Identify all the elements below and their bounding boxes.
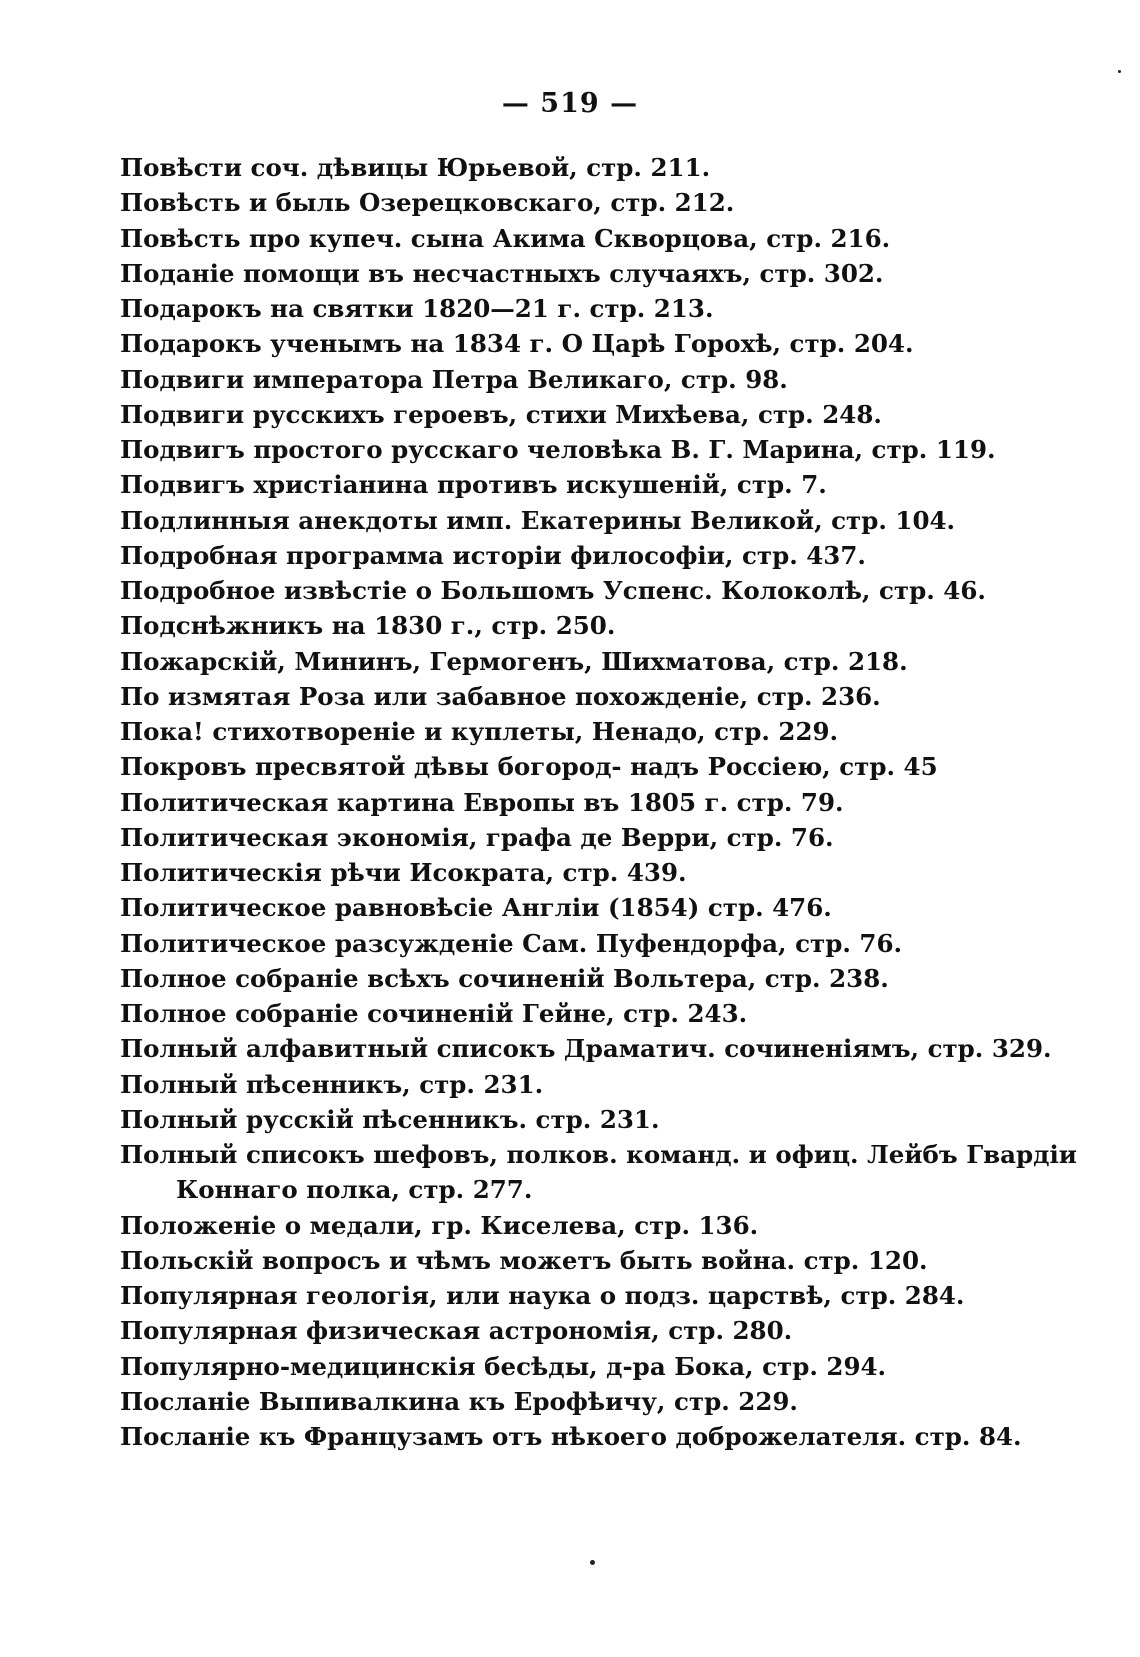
index-entry: Политическое равновѣсіе Англіи (1854) стр. 476. — [120, 893, 832, 923]
index-entry: Популярная геологія, или наука о подз. царствѣ, стр. 284. — [120, 1281, 965, 1310]
index-entry: Поданіе помощи въ несчастныхъ случаяхъ, стр. 302. — [120, 258, 884, 288]
index-entry: Покровъ пресвятой дѣвы богород- надъ Россіею, стр. 45 — [120, 752, 938, 782]
index-entry: Подарокъ ученымъ на 1834 г. О Царѣ Горохѣ, стр. 204. — [120, 329, 914, 359]
index-entry: Политическія рѣчи Исократа, стр. 439. — [120, 858, 687, 887]
index-entry: Подробная программа исторіи философіи, стр. 437. — [120, 540, 866, 570]
index-entry: Политическая экономія, графа де Верри, стр. 76. — [120, 822, 834, 852]
index-entry: Подснѣжникъ на 1830 г., стр. 250. — [120, 611, 616, 641]
index-entry: Посланіе къ Французамъ отъ нѣкоего доброжелателя. стр. 84. — [120, 1422, 1022, 1451]
ink-speck — [590, 1560, 595, 1565]
index-entry: Подвигъ простого русскаго человѣка В. Г. Марина, стр. 119. — [120, 435, 996, 464]
index-entry: Полное собраніе всѣхъ сочиненій Вольтера, стр. 238. — [120, 963, 889, 993]
index-entry: Полный алфавитный списокъ Драматич. сочиненіямъ, стр. 329. — [120, 1034, 1052, 1064]
index-entry-continuation: Коннаго полка, стр. 277. — [176, 1175, 533, 1205]
index-entry: Политическое разсужденіе Сам. Пуфендорфа, стр. 76. — [120, 928, 903, 958]
index-entry: Пока! стихотвореніе и куплеты, Ненадо, стр. 229. — [120, 717, 839, 746]
index-entry: Полный списокъ шефовъ, полков. команд. и офиц. Лейбъ Гвардіи — [120, 1140, 1077, 1169]
page-number: — 519 — — [501, 88, 639, 119]
index-entry: Подробное извѣстіе о Большомъ Успенс. Колоколѣ, стр. 46. — [120, 576, 986, 605]
index-entry: Повѣсть и быль Озерецковскаго, стр. 212. — [120, 188, 735, 218]
index-entry: Популярно-медицинскія бесѣды, д-ра Бока, стр. 294. — [120, 1351, 887, 1381]
index-entry: По измятая Роза или забавное похожденіе, стр. 236. — [120, 681, 881, 711]
index-entry: Политическая картина Европы въ 1805 г. стр. 79. — [120, 787, 844, 817]
index-entry: Полное собраніе сочиненій Гейне, стр. 243. — [120, 999, 748, 1028]
index-list — [120, 150, 1130, 1454]
index-entry: Посланіе Выпивалкина къ Ерофѣичу, стр. 229. — [120, 1386, 798, 1416]
index-entry: Подлинныя анекдоты имп. Екатерины Великой, стр. 104. — [120, 505, 956, 535]
index-entry: Подвиги русскихъ героевъ, стихи Михѣева, стр. 248. — [120, 399, 882, 429]
ink-speck — [1118, 70, 1121, 73]
index-entry: Полный русскій пѣсенникъ. стр. 231. — [120, 1104, 660, 1134]
index-entry: Повѣсти соч. дѣвицы Юрьевой, стр. 211. — [120, 153, 711, 182]
index-entry: Повѣсть про купеч. сына Акима Скворцова, стр. 216. — [120, 223, 891, 253]
index-entry: Подвигъ христіанина противъ искушеній, стр. 7. — [120, 470, 827, 500]
index-entry: Подвиги императора Петра Великаго, стр. 98. — [120, 364, 788, 394]
index-entry: Положеніе о медали, гр. Киселева, стр. 136. — [120, 1210, 759, 1240]
index-entry: Популярная физическая астрономія, стр. 280. — [120, 1316, 793, 1346]
index-entry: Полный пѣсенникъ, стр. 231. — [120, 1069, 544, 1099]
index-entry: Пожарскій, Мининъ, Гермогенъ, Шихматова, стр. 218. — [120, 646, 908, 676]
index-entry: Подарокъ на святки 1820—21 г. стр. 213. — [120, 294, 714, 323]
index-entry: Польскій вопросъ и чѣмъ можетъ быть война. стр. 120. — [120, 1245, 928, 1275]
